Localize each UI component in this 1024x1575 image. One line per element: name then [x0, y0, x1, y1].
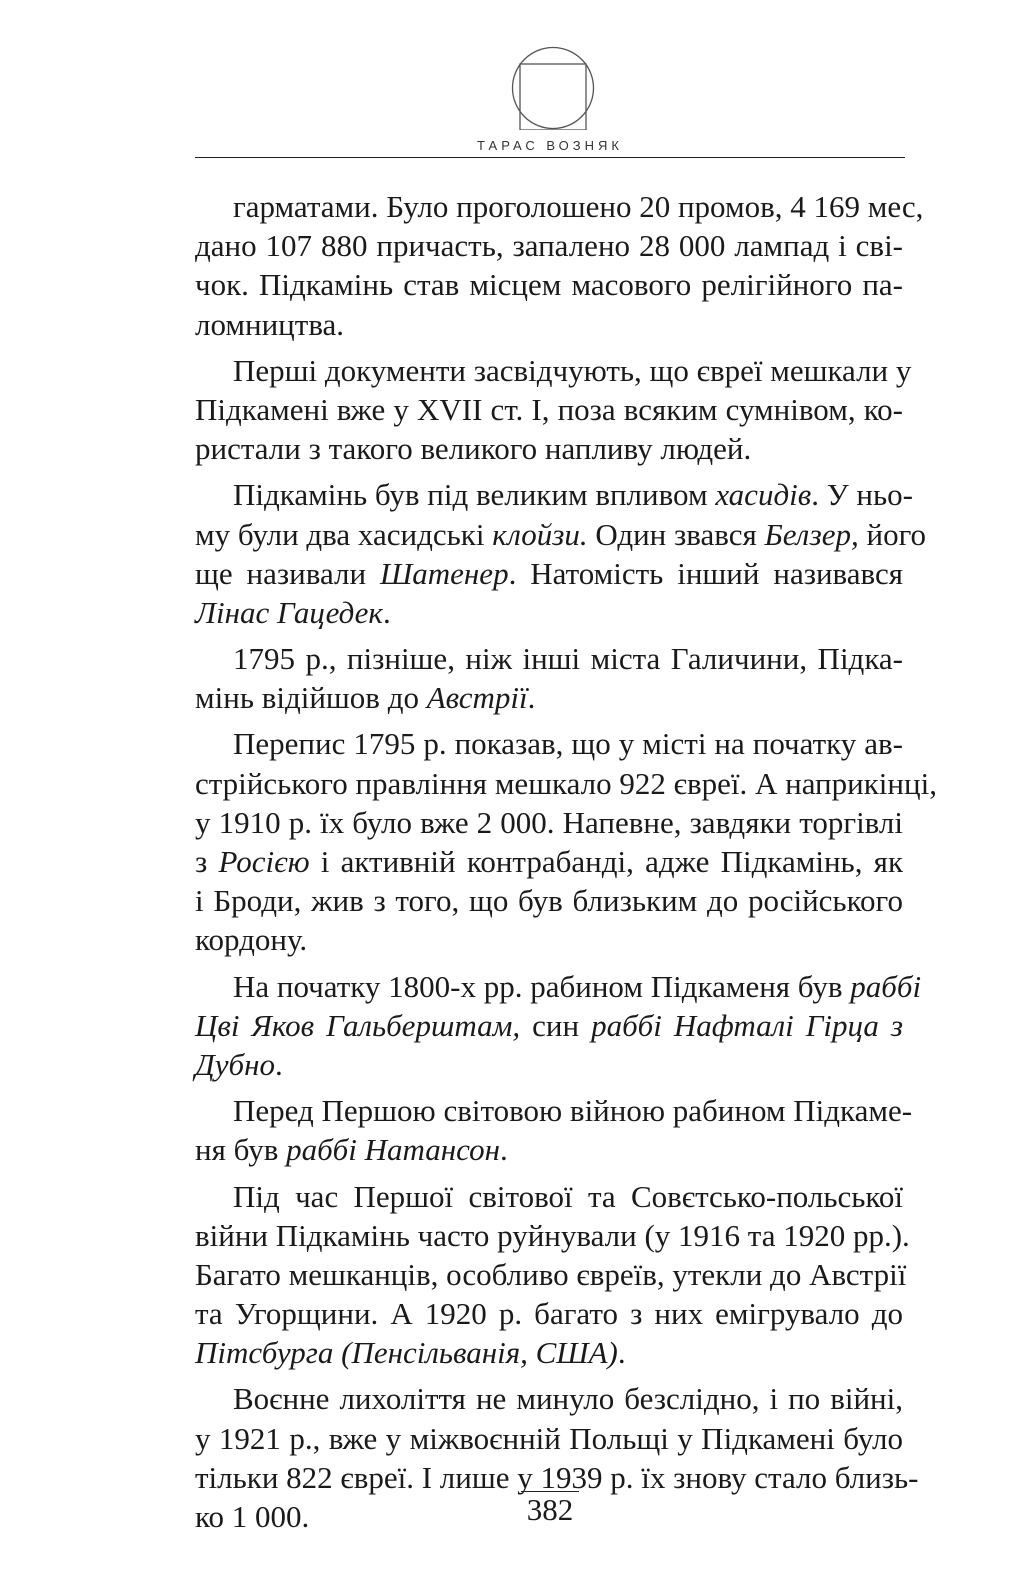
italic-text: Шатенер	[379, 555, 509, 591]
text-line	[195, 265, 903, 304]
text-run: Воєнне лихоліття не минуло безслідно, і по війні,	[233, 1381, 903, 1417]
text-run: .	[617, 1335, 626, 1371]
italic-text: Цві Яков Гальберштам,	[195, 1007, 521, 1043]
italic-text: раббі	[850, 968, 922, 1004]
text-run: ко 1 000.	[195, 1499, 310, 1534]
text-line	[195, 475, 913, 514]
text-run: На початку 1800-х рр. рабином Підкаменя був	[233, 968, 851, 1004]
italic-text: Австрії	[426, 680, 528, 716]
text-line	[195, 1333, 903, 1372]
text-line	[195, 724, 903, 763]
page-number	[195, 1492, 905, 1528]
paragraph	[195, 1091, 913, 1169]
text-run: Підкамінь був під великим впливом	[233, 477, 716, 513]
text-run: дано 107 880 причасть, запалено 28 000 лампад і сві-	[195, 228, 903, 264]
text-run: стрійського правління мешкало 922 євреї. А наприкінці,	[195, 765, 937, 801]
text-line	[195, 803, 903, 842]
italic-text: раббі Натансон	[286, 1132, 501, 1168]
text-run: у 1910 р. їх було вже 2 000. Напевне, завдяки торгівлі	[195, 804, 903, 840]
page-number-value: 382	[521, 1491, 580, 1527]
text-line	[195, 390, 903, 429]
text-line	[195, 639, 903, 678]
paragraph	[195, 724, 937, 959]
text-run: .	[274, 1046, 283, 1082]
text-run: гарматами. Було проголошено 20 промов, 4 169 мес,	[233, 189, 924, 224]
text-run: Перші документи засвідчують, що євреї мешкали у	[233, 352, 912, 388]
text-run: Перед Першою світовою війною рабином Підкаме-	[233, 1093, 913, 1129]
text-run: му були два хасидські	[195, 516, 493, 552]
text-run: Перепис 1795 р. показав, що у місті на початку ав-	[233, 726, 903, 762]
author-emblem-logo	[511, 46, 595, 130]
text-run: Під час Першої світової та Совєтсько-польської	[233, 1178, 903, 1214]
italic-text: Росією	[218, 844, 310, 879]
text-line	[195, 226, 903, 265]
text-line	[195, 305, 903, 344]
text-line	[195, 1091, 913, 1130]
text-run: його	[858, 516, 927, 552]
text-run: ломництва.	[195, 306, 345, 342]
text-run: . У ньо-	[811, 477, 913, 513]
italic-text: Лінас Гацедек	[195, 594, 383, 630]
text-line	[195, 1006, 903, 1045]
text-run: ня був	[195, 1132, 287, 1168]
running-head-author: ТАРАС ВОЗНЯК	[477, 138, 623, 153]
text-line	[195, 678, 903, 717]
paragraph	[195, 639, 903, 717]
paragraph	[195, 967, 922, 1085]
text-line	[195, 554, 903, 593]
text-run: і Броди, жив з того, що був близьким до російського	[195, 883, 903, 919]
italic-text: хасидів	[715, 477, 812, 513]
italic-text: Дубно	[195, 1046, 275, 1082]
italic-text: клойзи.	[492, 516, 588, 552]
text-run: Підкамені вже у XVII ст. І, поза всяким сумнівом, ко-	[195, 391, 903, 427]
text-run: .	[500, 1132, 508, 1168]
text-line	[195, 881, 903, 920]
text-run: . Натомість інший називався	[508, 555, 904, 591]
text-run: 1795 р., пізніше, ніж інші міста Галичини, Підка-	[233, 641, 903, 677]
text-line	[195, 920, 903, 959]
text-run: кордону.	[195, 922, 308, 958]
text-line	[195, 515, 927, 554]
text-line	[195, 187, 924, 226]
header-rule	[195, 157, 905, 158]
text-run: і активній контрабанді, адже Підкамінь, як	[309, 844, 904, 879]
text-line	[195, 842, 903, 881]
text-run: .	[527, 680, 536, 716]
text-line	[195, 1379, 903, 1418]
text-run: Багато мешканців, особливо євреїв, утекли до Австрії	[195, 1256, 907, 1292]
text-line	[195, 429, 903, 468]
text-run: Один звався	[587, 516, 765, 552]
paragraph	[195, 351, 912, 469]
text-run: тільки 822 євреї. І лише у 1939 р. їх знову стало близь-	[195, 1459, 919, 1495]
text-line	[195, 351, 912, 390]
italic-text: Пітсбурга (Пенсільванія, США)	[195, 1335, 618, 1371]
text-run: мінь відійшов до	[195, 680, 427, 716]
text-run: ристали з такого великого напливу людей.	[195, 431, 752, 467]
text-run: син	[520, 1007, 592, 1043]
text-line	[195, 1177, 903, 1216]
text-run: війни Підкамінь часто руйнували (у 1916 та 1920 рр.).	[195, 1217, 910, 1253]
text-line	[195, 1255, 907, 1294]
text-run: та Угорщини. А 1920 р. багато з них емігрувало до	[195, 1296, 903, 1332]
paragraph	[195, 187, 924, 344]
text-line	[195, 764, 937, 803]
text-line	[195, 1294, 903, 1333]
text-line	[195, 1045, 903, 1084]
text-line	[195, 967, 922, 1006]
italic-text: раббі Нафталі Гірца з	[591, 1007, 903, 1043]
body-text	[195, 187, 937, 1543]
paragraph	[195, 1177, 910, 1373]
text-line	[195, 593, 903, 632]
text-run: .	[382, 594, 391, 630]
text-run: у 1921 р., вже у міжвоєнній Польщі у Підкамені було	[195, 1420, 903, 1456]
text-line	[195, 1419, 903, 1458]
text-line	[195, 1130, 903, 1169]
paragraph	[195, 475, 927, 632]
italic-text: Белзер,	[764, 516, 859, 552]
text-run: чок. Підкамінь став місцем масового релігійного па-	[195, 267, 903, 303]
text-line	[195, 1216, 910, 1255]
text-run: ще називали	[195, 555, 380, 591]
text-run: з	[195, 844, 219, 879]
